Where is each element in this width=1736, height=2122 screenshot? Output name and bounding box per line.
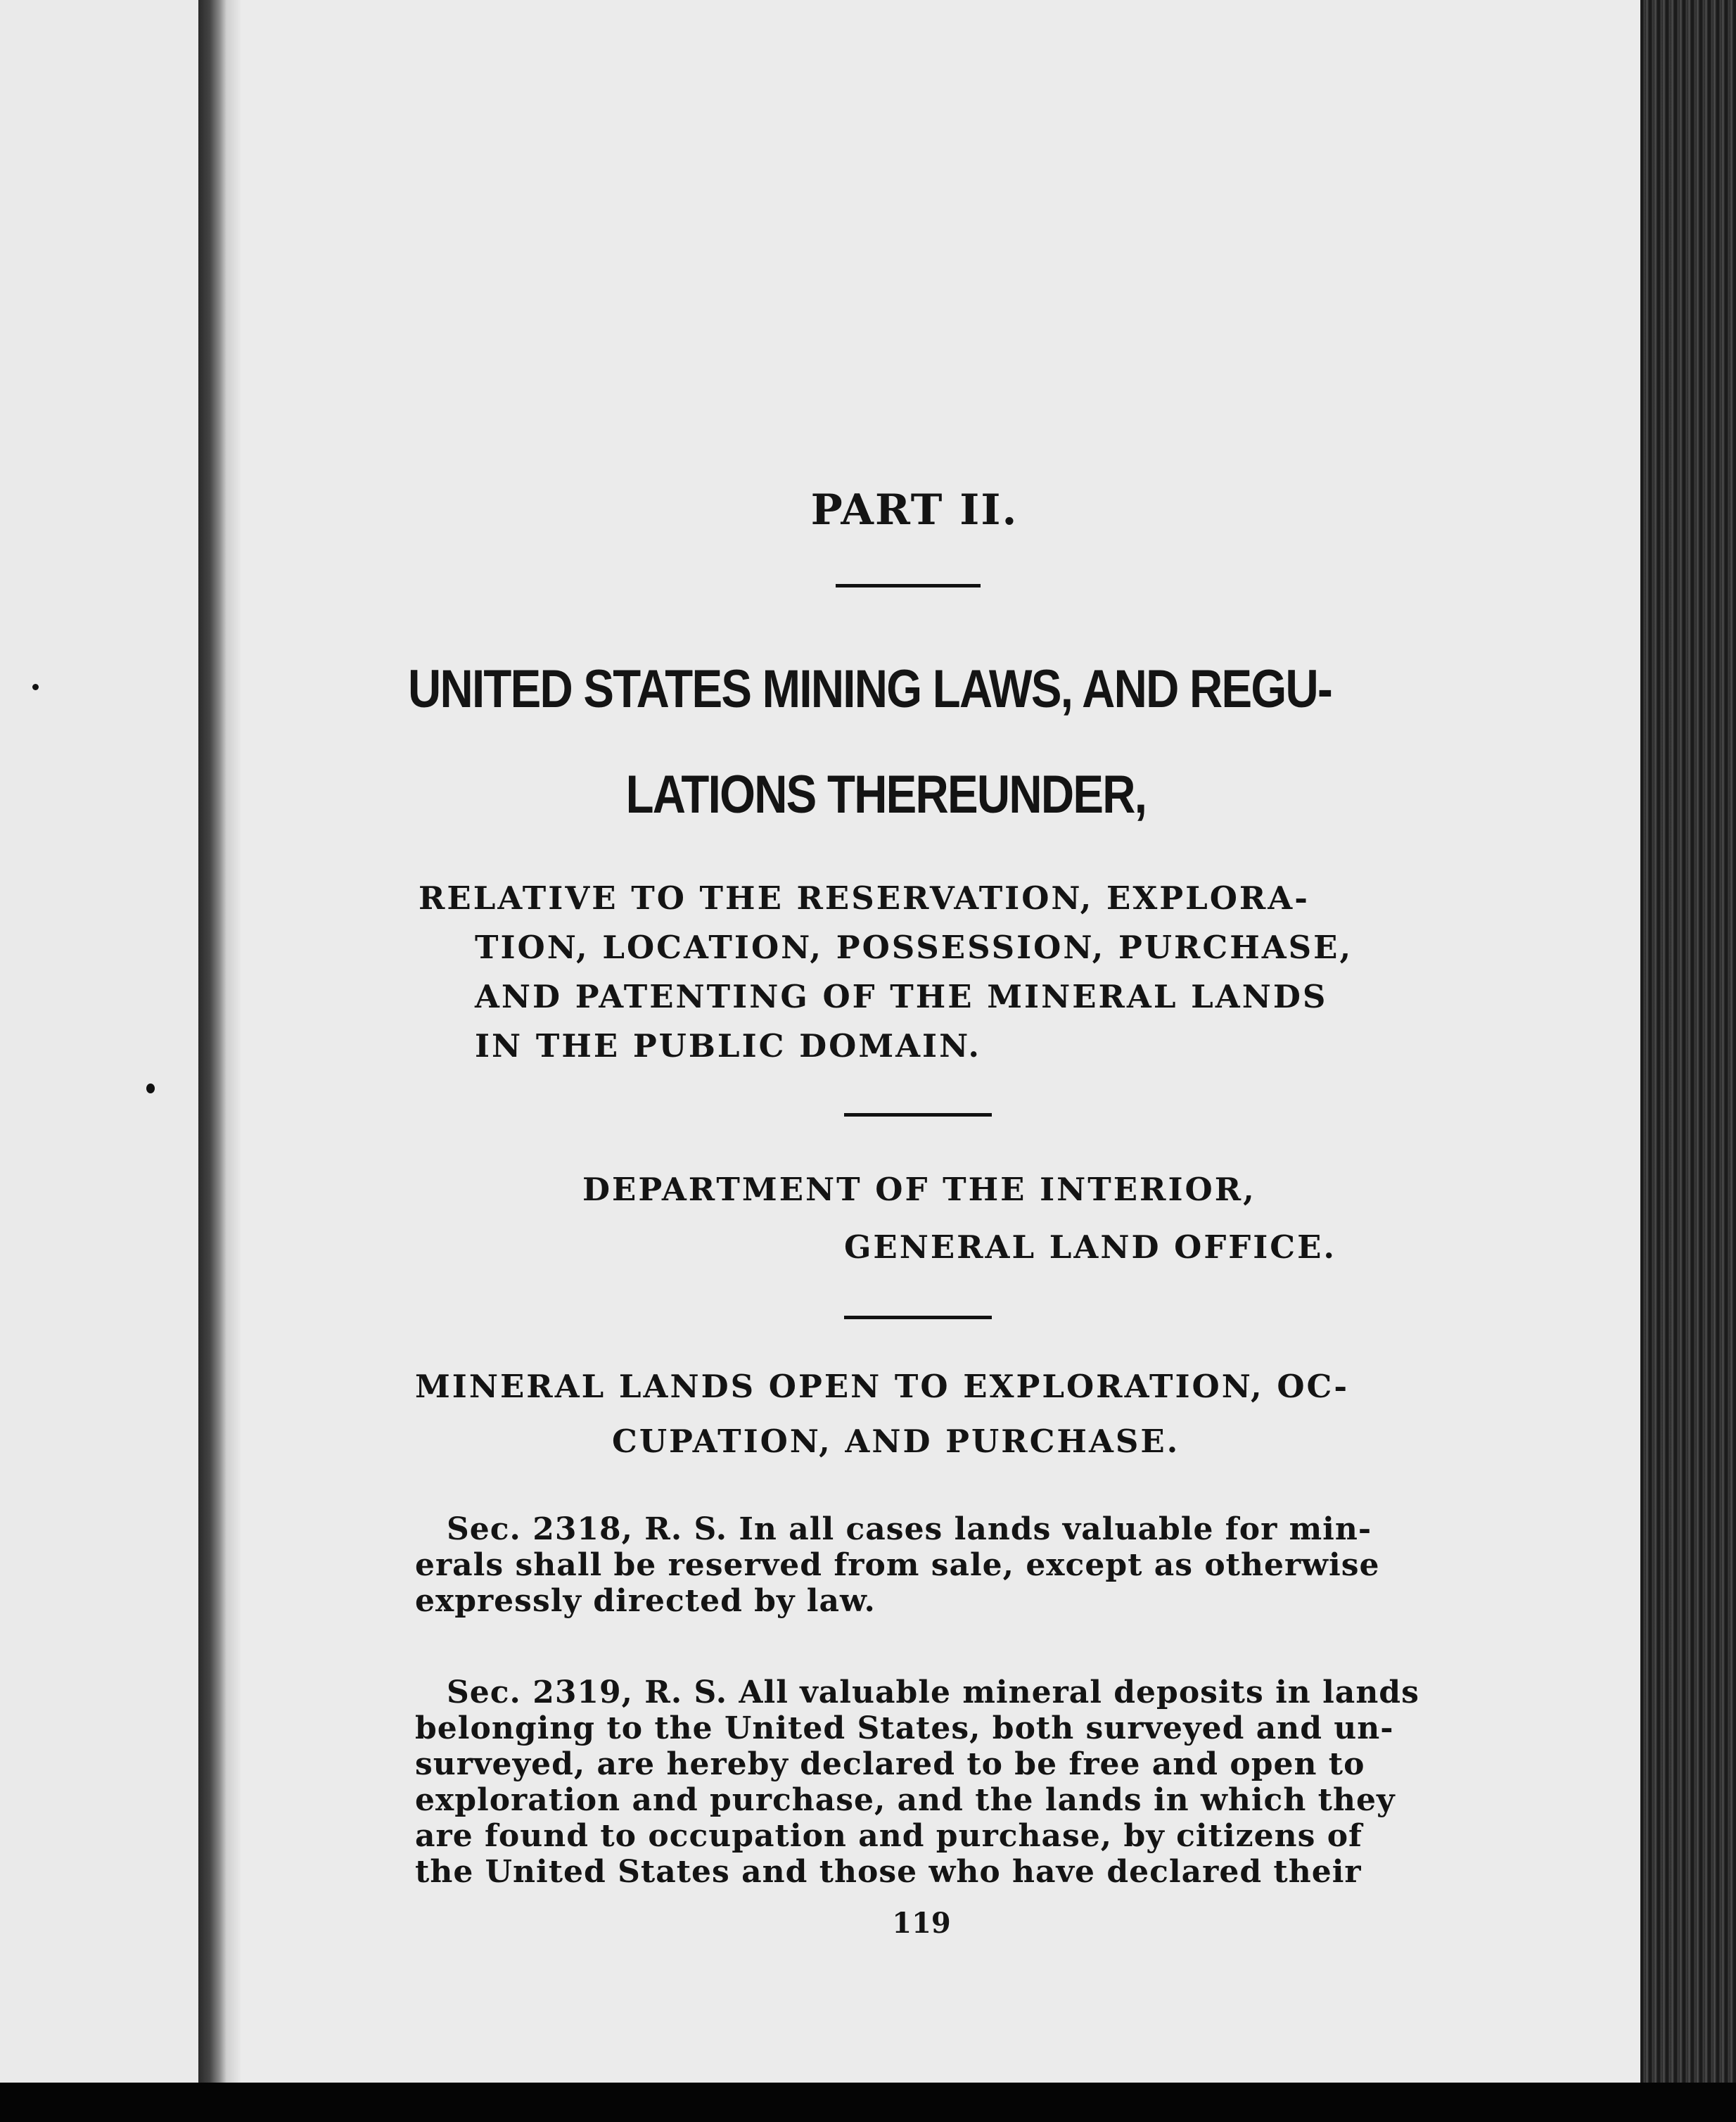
paragraph-line: expressly directed by law. [415,1583,876,1619]
divider-rule [844,1316,992,1319]
paragraph-line: are found to occupation and purchase, by citizens of [415,1818,1362,1854]
paragraph-line: Sec. 2319, R. S. All valuable mineral deposits in lands [447,1675,1419,1710]
main-title-line: LATIONS THEREUNDER, [625,765,1147,825]
left-page [0,0,198,2083]
section-heading [415,1359,1421,1469]
subtitle-line: AND PATENTING OF THE MINERAL LANDS [475,978,1328,1015]
office-name: GENERAL LAND OFFICE. [844,1228,1337,1266]
paragraph-line: surveyed, are hereby declared to be free and open to [415,1746,1365,1782]
subtitle-line: TION, LOCATION, POSSESSION, PURCHASE, [475,929,1353,966]
section-heading-line: CUPATION, AND PURCHASE. [612,1423,1180,1460]
subtitle-line: IN THE PUBLIC DOMAIN. [475,1027,982,1065]
subtitle [419,874,1417,1071]
paragraph-line: exploration and purchase, and the lands in which they [415,1782,1396,1818]
divider-rule [844,1113,992,1117]
subtitle-line: RELATIVE TO THE RESERVATION, EXPLORA- [419,879,1310,917]
section-2318-paragraph [415,1511,1414,1619]
scan-bottom-border [0,2083,1736,2122]
section-heading-line: MINERAL LANDS OPEN TO EXPLORATION, OC- [415,1368,1350,1405]
paragraph-line: belonging to the United States, both surveyed and un- [415,1710,1394,1746]
paragraph-line: the United States and those who have declared their [415,1854,1362,1890]
binding-gutter [198,0,226,2083]
speck-mark [32,684,39,690]
main-title [408,637,1332,848]
part-heading: PART II. [810,485,1019,535]
main-title-line: UNITED STATES MINING LAWS, AND REGU- [408,659,1332,719]
paragraph-line: Sec. 2318, R. S. In all cases lands valuable for min- [447,1511,1372,1547]
department-name: DEPARTMENT OF THE INTERIOR, [582,1171,1256,1208]
divider-rule [836,584,981,587]
section-2319-paragraph [415,1675,1419,1890]
gutter-band [226,0,241,2083]
speck-mark [146,1084,155,1093]
page-number: 119 [892,1907,951,1940]
book-page-edges [1640,0,1736,2083]
paragraph-line: erals shall be reserved from sale, except as otherwise [415,1547,1380,1583]
